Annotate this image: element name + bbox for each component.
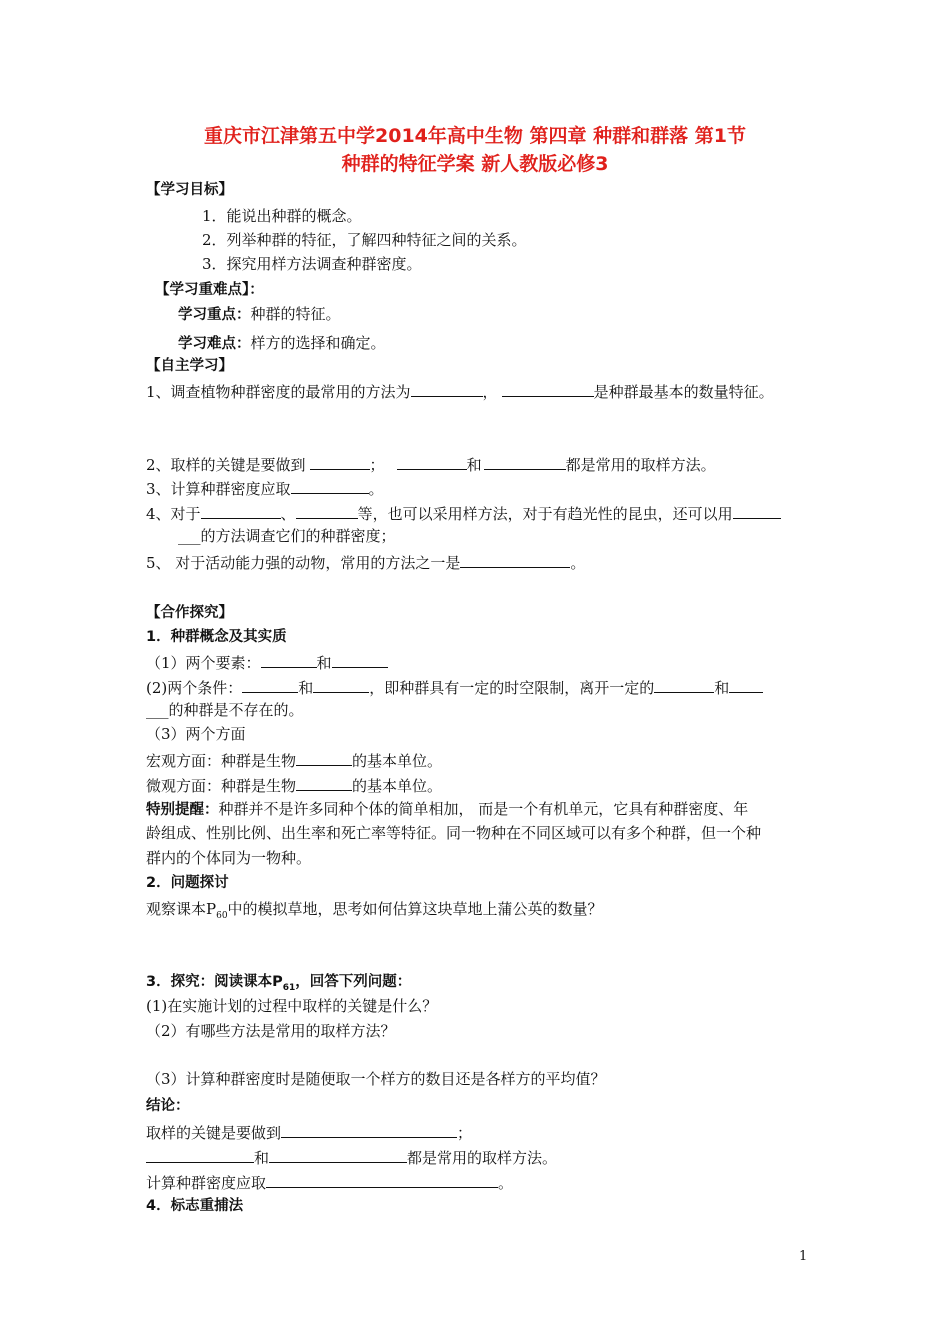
section-3-heading [146, 972, 411, 994]
cooperation-heading: 【合作探究】 [146, 605, 233, 621]
question-5-text-a: 5、 对于活动能力强的动物，常用的方法之一是 [146, 554, 461, 572]
self-study-question-3 [146, 477, 384, 499]
c1-text-b: ； [457, 1124, 473, 1142]
question-3-text-b: 。 [368, 480, 384, 498]
answer-blank[interactable] [296, 749, 352, 766]
special-note-text-1: 种群并不是许多同种个体的简单相加， 而是一个有机单元，它具有种群密度、年 [218, 800, 749, 818]
s3-heading-a: 3．探究：阅读课本P [146, 974, 283, 990]
c3-text-b: 。 [498, 1174, 514, 1192]
s1-line2-text-b: 和 [298, 679, 314, 697]
c1-text-a: 取样的关键是要做到 [146, 1124, 282, 1142]
answer-blank[interactable] [269, 1146, 407, 1163]
key-difficulty-line [178, 333, 386, 354]
answer-blank[interactable] [291, 477, 369, 494]
section-1-line-5 [146, 749, 442, 771]
answer-blank[interactable] [332, 651, 388, 668]
section-3-question-1: (1)在实施计划的过程中取样的关键是什么？ [146, 997, 438, 1015]
s1-line1-text-a: （1）两个要素： [146, 654, 261, 672]
s3-page-subscript: 61 [282, 983, 296, 993]
s1-line2-text-c: ，即种群具有一定的时空限制，离开一定的 [369, 679, 655, 697]
answer-blank[interactable] [502, 380, 594, 397]
section-3-question-3: （3）计算种群密度时是随便取一个样方的数目还是各样方的平均值？ [146, 1070, 606, 1088]
c3-text-a: 计算种群密度应取 [146, 1174, 267, 1192]
question-2-text-a: 2、取样的关键是要做到 [146, 456, 306, 474]
conclusion-line-3 [146, 1171, 513, 1193]
answer-blank[interactable] [313, 676, 369, 693]
question-2-text-c: 和 [466, 456, 482, 474]
answer-blank[interactable] [460, 551, 570, 568]
key-difficulty-label: 学习难点： [178, 336, 251, 352]
answer-blank[interactable] [729, 676, 763, 693]
s1-line6-text-a: 微观方面：种群是生物 [146, 777, 297, 795]
s1-line5-text-b: 的基本单位。 [352, 752, 443, 770]
answer-blank[interactable] [310, 453, 370, 470]
objectives-heading: 【学习目标】 [146, 182, 233, 198]
answer-blank[interactable] [281, 1121, 457, 1138]
objective-item-3: 3．探究用样方法调查种群密度。 [202, 255, 422, 273]
s2-text-a: 观察课本P [146, 900, 217, 918]
key-focus-text: 种群的特征。 [250, 305, 341, 323]
key-focus-label: 学习重点： [178, 307, 251, 323]
self-study-question-2 [146, 453, 716, 475]
question-4-text-c: 等，也可以采用样方法，对于有趋光性的昆虫，还可以用 [357, 505, 733, 523]
conclusion-line-1 [146, 1121, 472, 1143]
answer-blank[interactable] [261, 651, 317, 668]
key-difficulty-text: 样方的选择和确定。 [250, 334, 386, 352]
special-note-line-1 [146, 799, 748, 820]
section-1-heading: 1．种群概念及其实质 [146, 629, 287, 645]
question-3-text-a: 3、计算种群密度应取 [146, 480, 291, 498]
self-study-question-1 [146, 380, 774, 402]
key-points-heading: 【学习重难点】： [155, 282, 264, 298]
question-1-text-b: ， [482, 383, 498, 401]
s1-line5-text-a: 宏观方面：种群是生物 [146, 752, 297, 770]
answer-blank[interactable] [484, 453, 566, 470]
question-4-text-b: 、 [280, 505, 296, 523]
section-3-question-2: （2）有哪些方法是常用的取样方法？ [146, 1022, 396, 1040]
section-1-line-3: ___的种群是不存在的。 [146, 701, 304, 719]
answer-blank[interactable] [296, 774, 352, 791]
question-4-text-a: 4、对于 [146, 505, 201, 523]
section-4-heading: 4．标志重捕法 [146, 1198, 244, 1214]
section-1-line-4: （3）两个方面 [146, 725, 246, 743]
s1-line6-text-b: 的基本单位。 [352, 777, 443, 795]
key-focus-line [178, 304, 341, 325]
c2-text-b: 和 [254, 1149, 270, 1167]
answer-blank[interactable] [266, 1171, 498, 1188]
page-number: 1 [799, 1249, 808, 1264]
s1-line2-text-d: 和 [714, 679, 730, 697]
c2-text-c: 都是常用的取样方法。 [407, 1149, 558, 1167]
section-1-line-2 [146, 676, 763, 698]
answer-blank[interactable] [733, 502, 781, 519]
conclusion-label: 结论： [146, 1098, 190, 1114]
question-1-text-c: 是种群最基本的数量特征。 [593, 383, 774, 401]
answer-blank[interactable] [242, 676, 298, 693]
s2-text-b: 中的模拟草地，思考如何估算这块草地上蒲公英的数量？ [227, 900, 603, 918]
question-2-text-d: 都是常用的取样方法。 [565, 456, 716, 474]
answer-blank[interactable] [296, 502, 358, 519]
question-1-text-a: 1、调查植物种群密度的最常用的方法为 [146, 383, 411, 401]
answer-blank[interactable] [146, 1146, 254, 1163]
s1-line1-text-b: 和 [316, 654, 332, 672]
answer-blank[interactable] [397, 453, 467, 470]
conclusion-line-2 [146, 1146, 557, 1168]
section-1-line-1 [146, 651, 388, 673]
section-1-line-6 [146, 774, 442, 796]
section-2-text [146, 899, 603, 922]
s3-heading-b: ，回答下列问题： [295, 974, 412, 990]
objective-item-2: 2．列举种群的特征，了解四种特征之间的关系。 [202, 231, 527, 249]
self-study-question-4 [146, 502, 781, 524]
special-note-line-2: 龄组成、性别比例、出生率和死亡率等特征。同一物种在不同区域可以有多个种群，但一个种 [146, 824, 762, 842]
answer-blank[interactable] [201, 502, 281, 519]
document-title-line-1: 重庆市江津第五中学2014年高中生物 第四章 种群和群落 第1节 [204, 125, 746, 147]
self-study-heading: 【自主学习】 [146, 358, 233, 374]
section-2-heading: 2．问题探讨 [146, 875, 229, 891]
answer-blank[interactable] [411, 380, 483, 397]
document-title-line-2: 种群的特征学案 新人教版必修3 [341, 153, 609, 175]
answer-blank[interactable] [654, 676, 714, 693]
self-study-question-5 [146, 551, 585, 573]
s2-page-subscript: 60 [216, 911, 228, 921]
s1-line2-text-a: (2)两个条件： [146, 679, 243, 697]
question-5-text-b: 。 [570, 554, 586, 572]
objective-item-1: 1．能说出种群的概念。 [202, 207, 362, 225]
special-note-label: 特别提醒： [146, 802, 219, 818]
special-note-line-3: 群内的个体同为一物种。 [146, 849, 312, 867]
question-2-text-b: ； [369, 456, 385, 474]
self-study-question-4-cont: ___的方法调查它们的种群密度； [178, 527, 396, 545]
